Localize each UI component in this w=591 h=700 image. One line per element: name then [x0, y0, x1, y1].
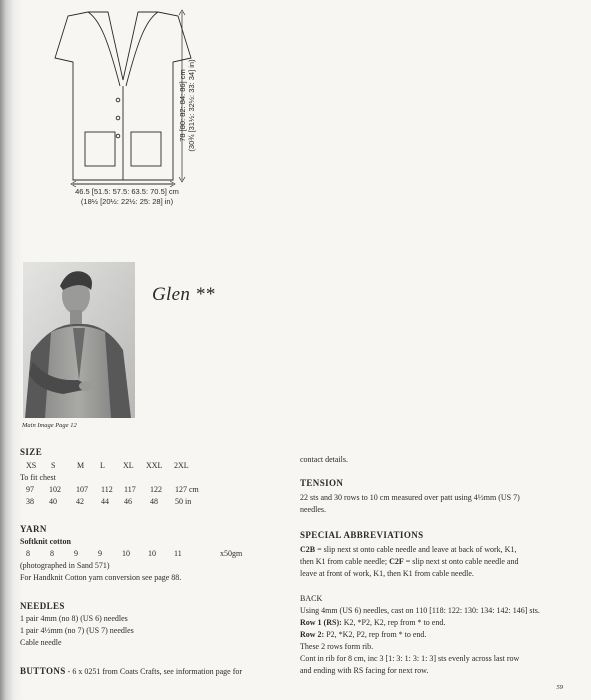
size-inch: 38: [26, 497, 34, 506]
size-cm: 112: [101, 485, 113, 494]
row-2-label: Row 2:: [300, 630, 325, 639]
row-1-label: Row 1 (RS):: [300, 618, 342, 627]
garment-schematic: [48, 0, 198, 215]
tension-line-1: 22 sts and 30 rows to 10 cm measured over patt using 4½mm (US 7): [300, 493, 520, 502]
size-cm-row: [26, 484, 215, 495]
size-cm: 107: [76, 485, 88, 494]
c2b-definition: = slip next st onto cable needle and leave at back of work, K1,: [315, 545, 517, 554]
size-inch: 46: [124, 497, 132, 506]
right-pocket: [131, 132, 161, 166]
size-label: M: [77, 461, 85, 470]
abbreviations-heading: SPECIAL ABBREVIATIONS: [300, 530, 424, 540]
size-cm: 102: [49, 485, 61, 494]
tension-heading: TENSION: [300, 478, 344, 488]
yarn-amount: 9: [98, 549, 102, 558]
yarn-amount: 11: [174, 549, 182, 558]
yarn-heading: YARN: [20, 524, 47, 534]
photo-caption: Main Image Page 12: [22, 422, 77, 429]
buttons-heading: BUTTONS: [20, 666, 66, 676]
needles-line-3: Cable needle: [20, 638, 62, 647]
width-measure-cm: 46.5 [51.5: 57.5: 63.5: 70.5] cm: [75, 187, 179, 196]
size-label: XS: [26, 461, 37, 470]
button-2: [116, 116, 120, 120]
length-measurement: [178, 38, 196, 173]
row-2-text: P2, *K2, P2, rep from * to end.: [324, 630, 427, 639]
size-inch: 42: [76, 497, 84, 506]
button-1: [116, 98, 120, 102]
tension-line-2: needles.: [300, 505, 326, 514]
model-photo: [23, 262, 135, 418]
yarn-unit: x50gm: [220, 549, 243, 558]
needles-line-1: 1 pair 4mm (no 8) (US 6) needles: [20, 614, 128, 623]
size-cm: 97: [26, 485, 34, 494]
back-rib-note: These 2 rows form rib.: [300, 642, 374, 651]
page-number: 59: [556, 684, 563, 691]
size-cm: 122: [150, 485, 162, 494]
yarn-amount: 8: [50, 549, 54, 558]
size-inch: 48: [150, 497, 158, 506]
c2f-label: C2F: [389, 557, 404, 566]
size-heading: SIZE: [20, 447, 43, 457]
abbr-line-1: [300, 544, 516, 555]
needles-line-2: 1 pair 4½mm (no 7) (US 7) needles: [20, 626, 134, 635]
size-label: XXL: [146, 461, 163, 470]
size-inch: 40: [49, 497, 57, 506]
back-row-2: [300, 629, 426, 640]
buttons-text: - 6 x 0251 from Coats Crafts, see information page for: [65, 667, 243, 676]
button-3: [116, 134, 120, 138]
back-cast-on: Using 4mm (US 6) needles, cast on 110 [118: 122: 130: 134: 142: 146] sts.: [300, 606, 540, 615]
abbr-line-3: leave at front of work, K1, then K1 from cable needle.: [300, 569, 474, 578]
length-measure-cm: 78 [80: 82: 84: 86] cm: [178, 69, 187, 142]
size-cm: 117: [124, 485, 136, 494]
width-measurement: [62, 187, 192, 207]
buttons-line: [20, 666, 242, 677]
c2b-label: C2B: [300, 545, 316, 554]
c2f-definition: = slip next st onto cable needle and: [403, 557, 519, 566]
c2b-definition-cont: then K1 from cable needle;: [300, 557, 390, 566]
back-continue-1: Cont in rib for 8 cm, inc 3 [1: 3: 1: 3: 1: 3] sts evenly across last row: [300, 654, 520, 663]
to-fit-label: To fit chest: [20, 473, 56, 482]
yarn-amounts-row: [26, 548, 242, 559]
left-pocket: [85, 132, 115, 166]
yarn-amount: 8: [26, 549, 30, 558]
needles-heading: NEEDLES: [20, 601, 65, 611]
yarn-colour-note: (photographed in Sand 571): [20, 561, 110, 570]
schematic-collar: [88, 12, 158, 86]
back-row-1: [300, 617, 445, 628]
size-label: 2XL: [174, 461, 189, 470]
back-continue-2: and ending with RS facing for next row.: [300, 666, 429, 675]
size-cm: 127 cm: [175, 485, 199, 494]
pattern-title: Glen **: [152, 284, 215, 305]
yarn-amount: 9: [74, 549, 78, 558]
width-measure-in: (18½ [20½: 22½: 25: 28] in): [80, 197, 174, 206]
size-labels-row: [26, 460, 200, 471]
yarn-conversion-note: For Handknit Cotton yarn conversion see page 88.: [20, 573, 182, 582]
size-label: XL: [123, 461, 134, 470]
contact-details: contact details.: [300, 455, 348, 464]
yarn-name: Softknit cotton: [20, 537, 71, 546]
size-inch: 44: [101, 497, 109, 506]
size-label: L: [100, 461, 105, 470]
length-measure-in: (30¾ [31½: 32½: 33: 34] in): [187, 59, 196, 152]
size-label: S: [51, 461, 56, 470]
size-inch: 50 in: [175, 497, 192, 506]
size-inch-row: [26, 496, 215, 507]
abbr-line-2: [300, 556, 518, 567]
yarn-amount: 10: [122, 549, 130, 558]
back-heading: BACK: [300, 594, 323, 603]
yarn-amount: 10: [148, 549, 156, 558]
row-1-text: K2, *P2, K2, rep from * to end.: [341, 618, 446, 627]
